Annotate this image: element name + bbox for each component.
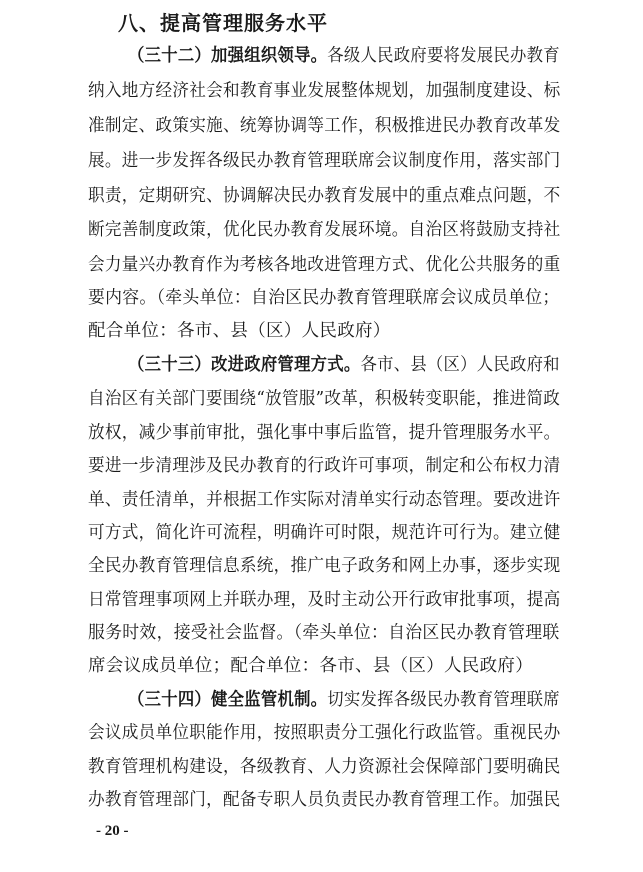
- line-text: 纳入地方经济社会和教育事业发展整体规划，加强制度建设、标: [88, 81, 561, 101]
- paragraph-line: [88, 787, 560, 813]
- line-text: 切实发挥各级民办教育管理联席: [327, 690, 560, 710]
- paragraph-line: [128, 43, 560, 69]
- paragraph-line: [88, 553, 560, 579]
- line-text: 可方式，简化许可流程，明确许可时限，规范许可行为。建立健: [88, 523, 561, 543]
- paragraph-line: [88, 453, 560, 479]
- line-text: 职责，定期研究、协调解决民办教育发展中的重点难点问题，不: [88, 186, 561, 206]
- page-number: - 20 -: [96, 823, 129, 839]
- paragraph-line: [128, 687, 560, 713]
- line-text: 各级人民政府要将发展民办教育: [327, 46, 560, 66]
- line-text: 席会议成员单位；配合单位：各市、县（区）人民政府）: [88, 656, 533, 676]
- paragraph-line: [88, 420, 560, 446]
- line-text: 全民办教育管理信息系统，推广电子政务和网上办事，逐步实现: [88, 556, 561, 576]
- paragraph-line: [88, 78, 560, 104]
- paragraph-line: [88, 720, 560, 746]
- line-text: 要进一步清理涉及民办教育的行政许可事项，制定和公布权力清: [88, 456, 561, 476]
- paragraph-line: [88, 113, 560, 139]
- paragraph-line: [88, 318, 391, 344]
- paragraph-line: [88, 252, 560, 278]
- line-text: 展。进一步发挥各级民办教育管理联席会议制度作用，落实部门: [88, 151, 561, 171]
- paragraph-line: [88, 520, 560, 546]
- clause-title: （三十二）加强组织领导。: [128, 46, 328, 66]
- clause-title: （三十三）改进政府管理方式。: [128, 355, 361, 375]
- line-text: 单、责任清单，并根据工作实际对清单实行动态管理。要改进许: [88, 490, 561, 510]
- line-text: 办教育管理部门，配备专职人员负责民办教育管理工作。加强民: [88, 790, 561, 810]
- paragraph-line: [88, 653, 533, 679]
- line-text: 准制定、政策实施、统筹协调等工作，积极推进民办教育改革发: [88, 116, 561, 136]
- paragraph-line: [88, 386, 560, 412]
- line-text: 断完善制度政策，优化民办教育发展环境。自治区将鼓励支持社: [88, 220, 561, 240]
- line-text: 教育管理机构建设，各级教育、人力资源社会保障部门要明确民: [88, 757, 561, 777]
- paragraph-line: [88, 217, 560, 243]
- line-text: 要内容。（牵头单位：自治区民办教育管理联席会议成员单位；: [88, 288, 560, 308]
- paragraph-line: [88, 587, 560, 613]
- line-text: 日常管理事项网上并联办理，及时主动公开行政审批事项，提高: [88, 590, 561, 610]
- line-text: 各市、县（区）人民政府和: [360, 355, 560, 375]
- paragraph-line: [88, 183, 560, 209]
- clause-title: （三十四）健全监管机制。: [128, 690, 328, 710]
- line-text: 服务时效，接受社会监督。（牵头单位：自治区民办教育管理联: [88, 623, 560, 643]
- paragraph-line: [88, 487, 560, 513]
- paragraph-line: [88, 754, 560, 780]
- paragraph-line: [88, 620, 560, 646]
- line-text: 自治区有关部门要围绕“放管服”改革，积极转变职能，推进简政: [88, 389, 561, 409]
- line-text: 放权，减少事前审批，强化事中事后监管，提升管理服务水平。: [88, 423, 561, 443]
- line-text: 会力量兴办教育作为考核各地改进管理方式、优化公共服务的重: [88, 255, 561, 275]
- paragraph-line: [128, 352, 560, 378]
- paragraph-line: [88, 285, 560, 311]
- paragraph-line: [88, 148, 560, 174]
- section-heading: 八、提高管理服务水平: [118, 11, 328, 35]
- line-text: 会议成员单位职能作用，按照职责分工强化行政监管。重视民办: [88, 723, 561, 743]
- line-text: 配合单位：各市、县（区）人民政府）: [88, 321, 391, 341]
